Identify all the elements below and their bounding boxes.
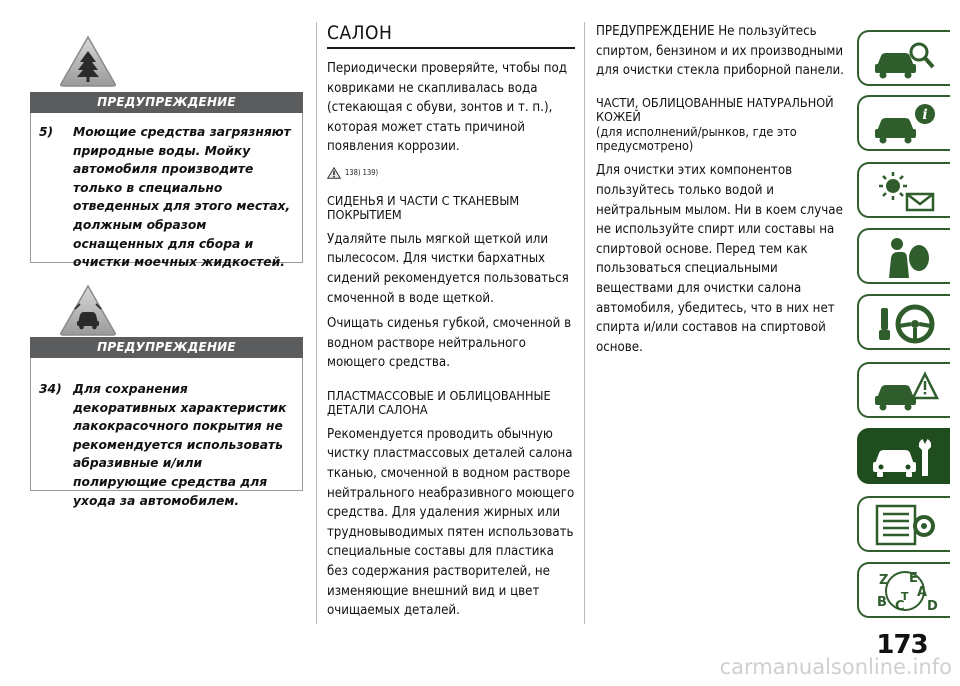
note-number: 34) bbox=[39, 382, 62, 396]
warning-heading: ПРЕДУПРЕЖДЕНИЕ bbox=[30, 337, 303, 358]
car-paint-warning-icon bbox=[58, 283, 118, 337]
warning-text: Моющие средства загрязняют природные воды. Мойку автомобиля производите только в специально отведенных для этого местах, должным образом оснащенных для сбора и очистки моечных жидкостей. bbox=[73, 125, 291, 270]
svg-text:D: D bbox=[927, 599, 938, 614]
warning-content bbox=[30, 113, 303, 270]
svg-text:A: A bbox=[917, 585, 928, 600]
subsection-note: (для исполнений/рынков, где это предусмотрено) bbox=[596, 123, 797, 153]
right-column bbox=[596, 22, 846, 357]
breakdown-car-icon bbox=[869, 368, 941, 414]
warning-paragraph: ПРЕДУПРЕЖДЕНИЕ Не пользуйтесь спиртом, бензином и их производными для очистки стекла приборной панели. bbox=[596, 24, 845, 79]
leather-paragraph: Для очистки этих компонентов пользуйтесь только водой и нейтральным мылом. Ни в коем случае не используйте спирт или составы на спиртовой основе. Перед тем как пользоваться специальными веществами для очистки салона автомобиля, убедитесь, что в них нет спирта и/или составов на спиртовой основе. bbox=[596, 163, 843, 355]
svg-text:T: T bbox=[901, 590, 909, 603]
tab-specifications[interactable] bbox=[857, 496, 950, 552]
tab-car-search[interactable] bbox=[857, 30, 950, 86]
column-divider bbox=[584, 22, 585, 624]
svg-text:C: C bbox=[895, 599, 905, 614]
steering-wheel-icon bbox=[869, 300, 941, 346]
svg-text:Z: Z bbox=[879, 573, 889, 588]
subsection-heading: ЧАСТИ, ОБЛИЦОВАННЫЕ НАТУРАЛЬНОЙ КОЖЕЙ bbox=[596, 94, 834, 125]
section-title: САЛОН bbox=[327, 22, 575, 49]
middle-column bbox=[327, 22, 577, 621]
seats-paragraph: Удаляйте пыль мягкой щеткой или пылесосом. Для чистки бархатных сидений рекомендуется пользоваться смоченной в воде щеткой. bbox=[327, 231, 569, 306]
tab-driving[interactable] bbox=[857, 294, 950, 350]
airbag-person-icon bbox=[869, 234, 941, 280]
tab-warning-lights[interactable] bbox=[857, 162, 950, 218]
warning-content bbox=[30, 358, 303, 508]
warning-text: Для сохранения декоративных характеристик лакокрасочного покрытия не рекомендуется использовать абразивные и/или полирующие средства для ухода за автомобилем. bbox=[73, 382, 287, 508]
column-divider bbox=[316, 22, 317, 624]
tab-maintenance[interactable] bbox=[857, 428, 950, 484]
car-search-icon bbox=[869, 36, 941, 82]
car-wrench-icon bbox=[869, 434, 941, 480]
tab-car-info[interactable] bbox=[857, 95, 950, 151]
tab-emergency[interactable] bbox=[857, 362, 950, 418]
subsection-heading: ПЛАСТМАССОВЫЕ И ОБЛИЦОВАННЫЕ ДЕТАЛИ САЛОНА bbox=[327, 387, 551, 418]
car-info-icon bbox=[869, 101, 941, 147]
tab-index[interactable] bbox=[857, 562, 950, 618]
tab-safety[interactable] bbox=[857, 228, 950, 284]
warning-heading: ПРЕДУПРЕЖДЕНИЕ bbox=[30, 92, 303, 113]
caution-icon bbox=[327, 167, 341, 179]
svg-text:B: B bbox=[877, 595, 887, 610]
seats-paragraph-2: Очищать сиденья губкой, смоченной в водном растворе нейтрального моющего средства. bbox=[327, 316, 572, 371]
watermark: carmanualsonline.info bbox=[719, 655, 952, 679]
subsection-heading: СИДЕНЬЯ И ЧАСТИ С ТКАНЕВЫМ ПОКРЫТИЕМ bbox=[327, 192, 520, 223]
environment-warning-icon bbox=[58, 34, 118, 88]
warning-lights-icon bbox=[869, 168, 941, 214]
svg-text:i: i bbox=[922, 107, 928, 123]
svg-text:E: E bbox=[909, 571, 918, 586]
alphabet-index-icon bbox=[869, 568, 941, 614]
plastic-paragraph: Рекомендуется проводить обычную чистку пластмассовых деталей салона тканью, смоченной в водном растворе нейтрального неабразивного моющего средства. Для удаления жирных или трудновыводимых пятен использовать специальные составы для пластика без содержания растворителей, не изменяющие внешний вид и цвет очищаемых деталей. bbox=[327, 426, 575, 619]
note-number: 5) bbox=[39, 125, 54, 139]
specs-list-icon bbox=[869, 502, 941, 548]
reference-notes bbox=[327, 167, 577, 179]
reference-numbers: 138) 139) bbox=[345, 168, 379, 178]
page-number: 173 bbox=[876, 630, 928, 660]
intro-paragraph: Периодически проверяйте, чтобы под ковриками не скапливалась вода (стекающая с обуви, зонтов и т. п.), которая может стать причиной появления коррозии. bbox=[327, 61, 567, 155]
